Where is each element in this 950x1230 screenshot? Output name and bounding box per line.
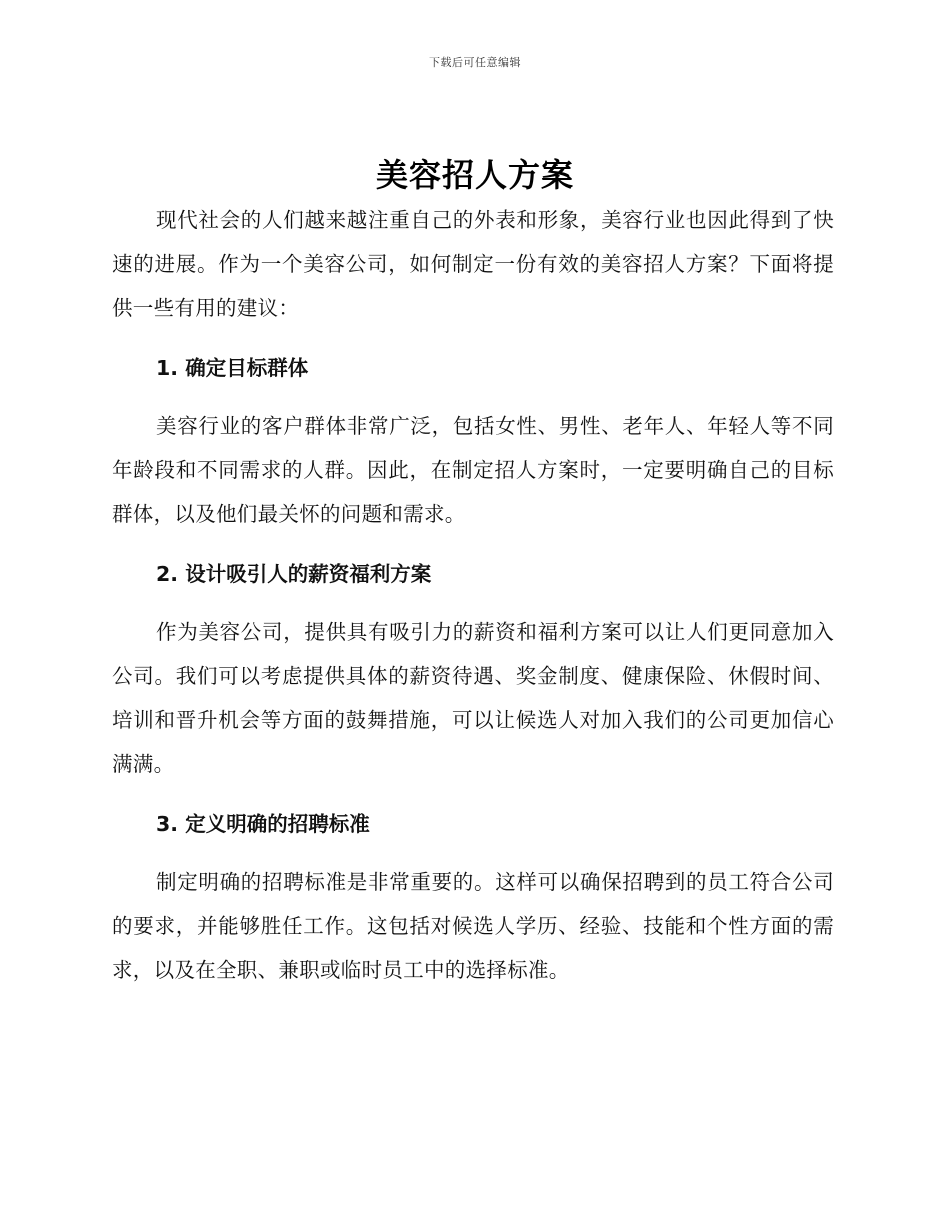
document-title: 美容招人方案 <box>375 156 574 194</box>
section-heading-target-group: 1. 确定目标群体 <box>156 356 309 380</box>
section-body-salary-benefits: 作为美容公司，提供具有吸引力的薪资和福利方案可以让人们更同意加入公司。我们可以考虑提供具体的薪资待遇、奖金制度、健康保险、休假时间、培训和晋升机会等方面的鼓舞措施，可以让候选人对加入我们的公司更加信心满满。 <box>112 620 834 776</box>
section-heading-hiring-standards: 3. 定义明确的招聘标准 <box>156 812 370 836</box>
intro-paragraph: 现代社会的人们越来越注重自己的外表和形象，美容行业也因此得到了快速的进展。作为一个美容公司，如何制定一份有效的美容招人方案？下面将提供一些有用的建议： <box>112 208 834 320</box>
section-body-hiring-standards: 制定明确的招聘标准是非常重要的。这样可以确保招聘到的员工符合公司的要求，并能够胜任工作。这包括对候选人学历、经验、技能和个性方面的需求，以及在全职、兼职或临时员工中的选择标准。 <box>112 870 834 982</box>
section-heading-salary-benefits: 2. 设计吸引人的薪资福利方案 <box>156 562 432 586</box>
section-body-target-group: 美容行业的客户群体非常广泛，包括女性、男性、老年人、年轻人等不同年龄段和不同需求的人群。因此，在制定招人方案时，一定要明确自己的目标群体，以及他们最关怀的问题和需求。 <box>112 414 834 526</box>
document-body <box>112 198 834 992</box>
page-header-note: 下载后可任意编辑 <box>429 56 521 69</box>
